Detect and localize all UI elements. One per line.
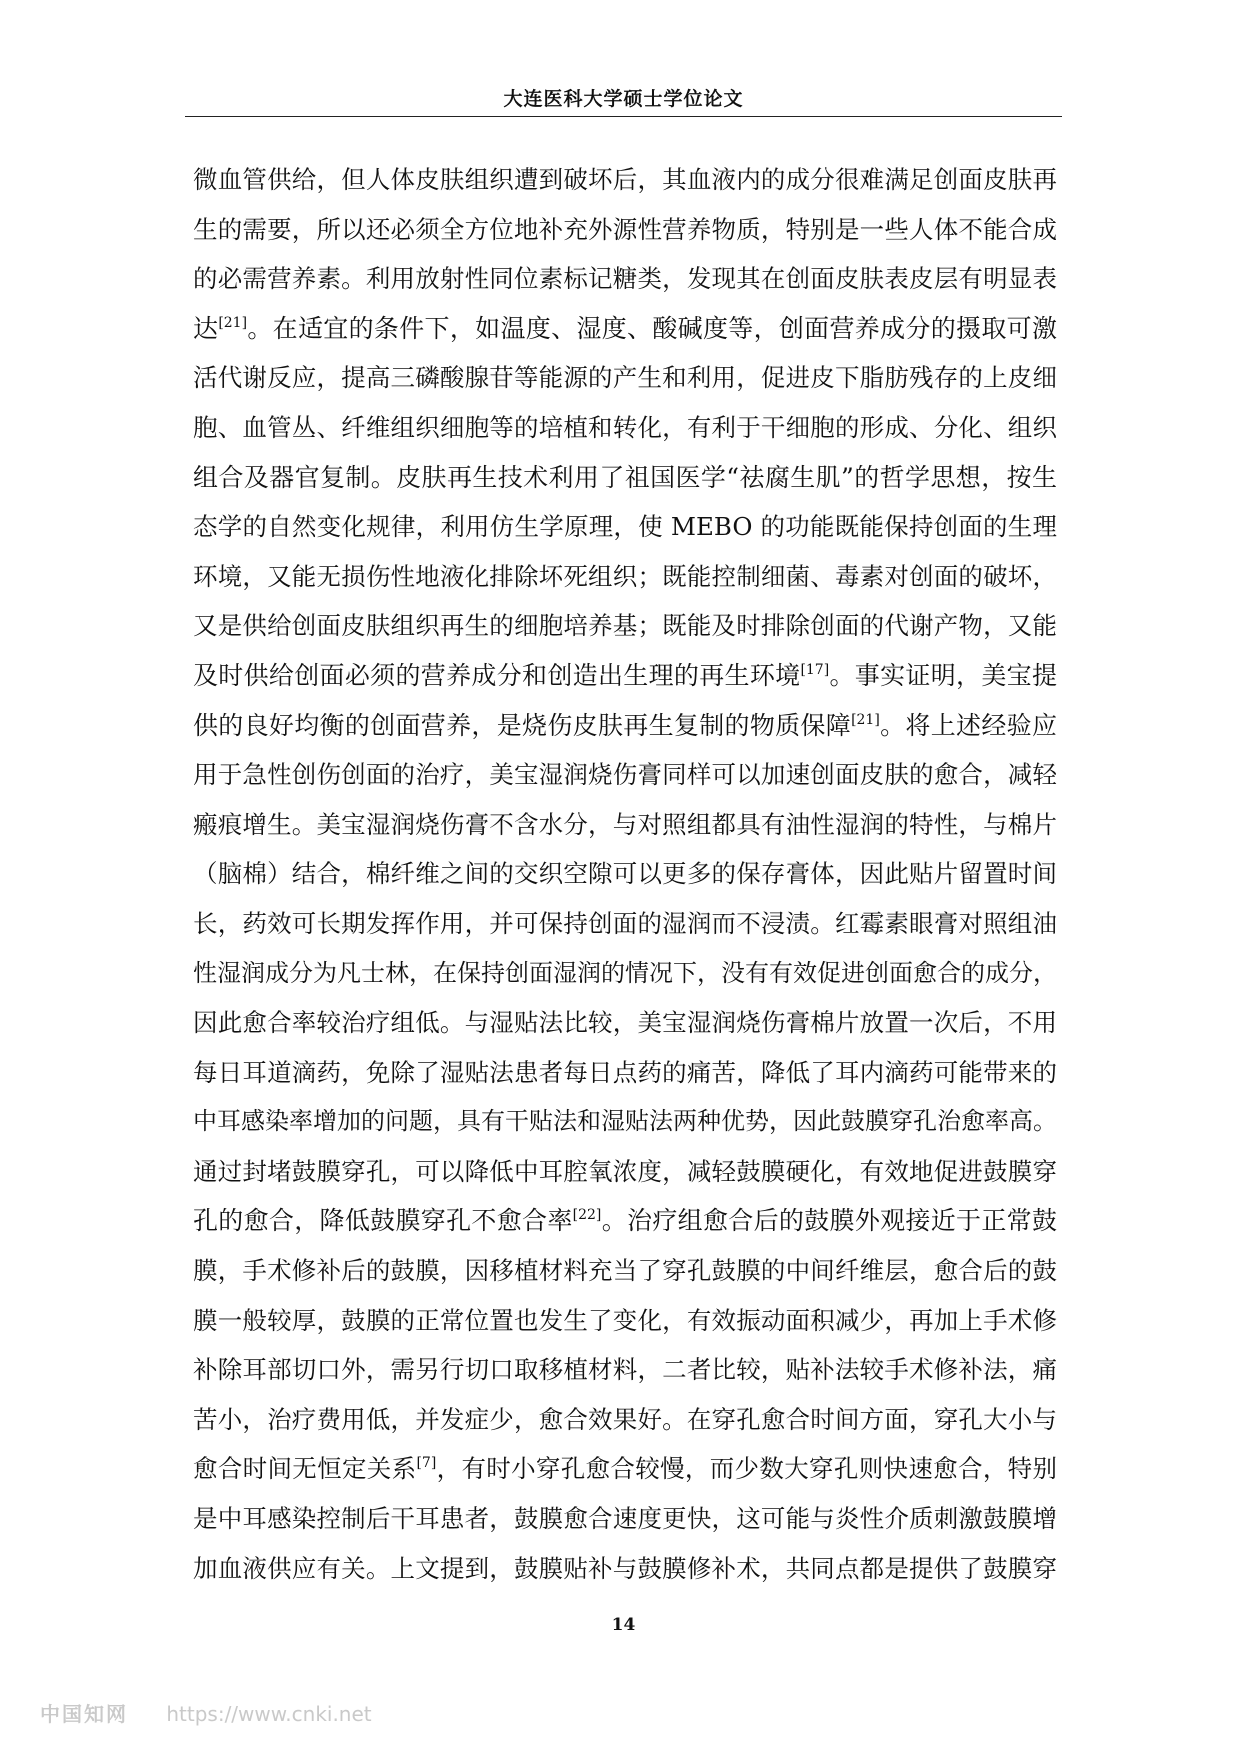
citation: [7] <box>416 1455 437 1472</box>
text-line: 瘢痕增生。美宝湿润烧伤膏不含水分，与对照组都具有油性湿润的特性，与棉片 <box>193 809 1057 839</box>
text-line: 组合及器官复制。皮肤再生技术利用了祖国医学“祛腐生肌”的哲学思想，按生 <box>193 462 1057 492</box>
text-line: 因此愈合率较治疗组低。与湿贴法比较，美宝湿润烧伤膏棉片放置一次后，不用 <box>193 1008 1057 1038</box>
text-line: 态学的自然变化规律，利用仿生学原理，使 MEBO 的功能既能保持创面的生理 <box>193 512 1057 542</box>
text-line: 膜，手术修补后的鼓膜，因移植材料充当了穿孔鼓膜的中间纤维层，愈合后的鼓 <box>193 1256 1057 1286</box>
watermark-url: https://www.cnki.net <box>166 1702 372 1726</box>
text-line: 微血管供给，但人体皮肤组织遭到破坏后，其血液内的成分很难满足创面皮肤再 <box>193 165 1057 194</box>
text-line: 达[21]。在适宜的条件下，如温度、湿度、酸碱度等，创面营养成分的摄取可激 <box>193 313 1057 343</box>
citation: [17] <box>800 661 830 678</box>
citation: [22] <box>572 1207 602 1224</box>
watermark-brand: 中国知网 <box>40 1702 128 1726</box>
citation: [21] <box>851 711 880 728</box>
text-line: 补除耳部切口外，需另行切口取移植材料，二者比较，贴补法较手术修补法，痛 <box>193 1355 1057 1385</box>
body-text <box>193 155 1057 1593</box>
text-line: （脑棉）结合，棉纤维之间的交织空隙可以更多的保存膏体，因此贴片留置时间 <box>193 859 1057 889</box>
text-line: 膜一般较厚，鼓膜的正常位置也发生了变化，有效振动面积减少，再加上手术修 <box>193 1305 1057 1335</box>
text-line: 环境，又能无损伤性地液化排除坏死组织；既能控制细菌、毒素对创面的破坏， <box>193 561 1057 591</box>
text-line: 孔的愈合，降低鼓膜穿孔不愈合率[22]。治疗组愈合后的鼓膜外观接近于正常鼓 <box>193 1206 1057 1236</box>
text-line: 加血液供应有关。上文提到，鼓膜贴补与鼓膜修补术，共同点都是提供了鼓膜穿 <box>193 1553 1057 1583</box>
text-line: 供的良好均衡的创面营养，是烧伤皮肤再生复制的物质保障[21]。将上述经验应 <box>193 710 1057 740</box>
text-line: 是中耳感染控制后干耳患者，鼓膜愈合速度更快，这可能与炎性介质刺激鼓膜增 <box>193 1504 1057 1534</box>
text-line: 及时供给创面必须的营养成分和创造出生理的再生环境[17]。事实证明，美宝提 <box>193 660 1057 690</box>
text-line: 愈合时间无恒定关系[7]，有时小穿孔愈合较慢，而少数大穿孔则快速愈合，特别 <box>193 1454 1057 1484</box>
header-rule <box>185 116 1062 117</box>
text-line: 中耳感染率增加的问题，具有干贴法和湿贴法两种优势，因此鼓膜穿孔治愈率高。 <box>193 1107 1057 1136</box>
page-number: 14 <box>611 1615 636 1635</box>
text-line: 苦小，治疗费用低，并发症少，愈合效果好。在穿孔愈合时间方面，穿孔大小与 <box>193 1404 1057 1434</box>
text-line: 胞、血管丛、纤维组织细胞等的培植和转化，有利于干细胞的形成、分化、组织 <box>193 412 1057 442</box>
text-line: 通过封堵鼓膜穿孔，可以降低中耳腔氧浓度，减轻鼓膜硬化，有效地促进鼓膜穿 <box>193 1156 1057 1186</box>
text-line: 活代谢反应，提高三磷酸腺苷等能源的产生和利用，促进皮下脂肪残存的上皮细 <box>193 363 1057 393</box>
text-line: 用于急性创伤创面的治疗，美宝湿润烧伤膏同样可以加速创面皮肤的愈合，减轻 <box>193 760 1057 790</box>
text-line: 长，药效可长期发挥作用，并可保持创面的湿润而不浸渍。红霉素眼膏对照组油 <box>193 908 1057 938</box>
text-line: 生的需要，所以还必须全方位地补充外源性营养物质，特别是一些人体不能合成 <box>193 214 1057 244</box>
text-line: 性湿润成分为凡士林，在保持创面湿润的情况下，没有有效促进创面愈合的成分， <box>193 958 1057 987</box>
running-header: 大连医科大学硕士学位论文 <box>503 88 744 110</box>
text-line: 的必需营养素。利用放射性同位素标记糖类，发现其在创面皮肤表皮层有明显表 <box>193 264 1057 294</box>
text-line: 又是供给创面皮肤组织再生的细胞培养基；既能及时排除创面的代谢产物，又能 <box>193 611 1057 641</box>
citation: [21] <box>218 314 248 331</box>
cnki-watermark <box>40 1698 372 1727</box>
text-line: 每日耳道滴药，免除了湿贴法患者每日点药的痛苦，降低了耳内滴药可能带来的 <box>193 1057 1057 1087</box>
